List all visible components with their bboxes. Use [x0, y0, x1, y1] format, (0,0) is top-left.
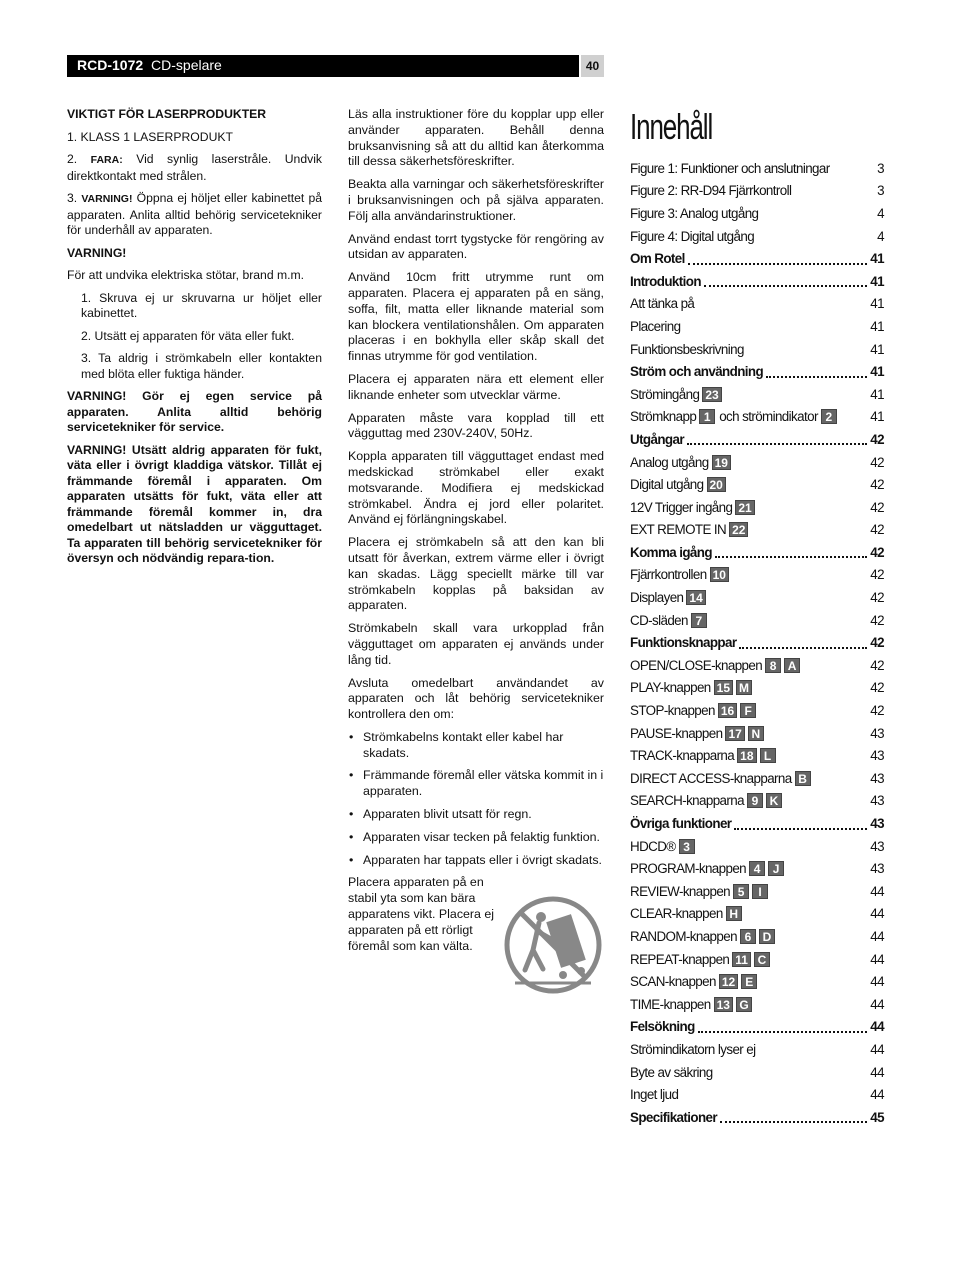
- toc-entry-text: Digital utgång: [630, 477, 704, 493]
- varning-item: 2. Utsätt ej apparaten för väta eller fukt.: [81, 328, 295, 343]
- figure-ref-badge: 3: [679, 839, 695, 854]
- toc-entry-label: [630, 409, 837, 424]
- figure-ref-badge: 22: [729, 522, 748, 537]
- figure-ref-badge: 7: [691, 613, 707, 628]
- toc-entry[interactable]: [630, 202, 884, 225]
- figure-ref-badge: 1: [699, 409, 715, 424]
- toc-entry[interactable]: [630, 654, 884, 677]
- toc-page-number: 43: [870, 748, 884, 764]
- figure-ref-badge: J: [768, 861, 784, 876]
- toc-entry-text: Felsökning: [630, 1019, 695, 1035]
- toc-entry[interactable]: [630, 744, 884, 767]
- toc-entry-text: PROGRAM-knappen: [630, 861, 747, 877]
- toc-entry-text: Strömingång: [630, 386, 700, 402]
- toc-page-number: 42: [870, 522, 884, 538]
- toc-entry-label: [630, 861, 784, 876]
- toc-entry-label: [630, 974, 757, 989]
- dot-leader: [720, 1111, 867, 1123]
- toc-entry-text: STOP-knappen: [630, 703, 715, 719]
- toc-entry-label: [630, 680, 752, 695]
- toc-entry[interactable]: [630, 247, 884, 270]
- toc-entry-text: PLAY-knappen: [630, 680, 711, 696]
- toc-page-number: 41: [870, 364, 884, 380]
- toc-page-number: 44: [870, 951, 884, 967]
- toc-entry-text: CD-släden: [630, 612, 688, 628]
- stable-surface-text: Placera apparaten på en stabil yta som kan bära apparatens vikt. Placera ej apparaten på ett rörligt föremål som kan välta.: [348, 875, 495, 953]
- toc-entry-label: [630, 635, 736, 650]
- toc-entry-text: Figure 1: Funktioner och anslutningar: [630, 160, 830, 176]
- figure-ref-badge: K: [766, 793, 782, 808]
- toc-page-number: 42: [870, 590, 884, 606]
- toc-page-number: 44: [870, 906, 884, 922]
- toc-entry-text: Utgångar: [630, 431, 684, 447]
- toc-entry-text: Att tänka på: [630, 296, 695, 312]
- toc-entry[interactable]: [630, 699, 884, 722]
- toc-page-number: 44: [870, 1041, 884, 1057]
- toc-entry-label: [630, 884, 768, 899]
- toc-title: Innehåll: [630, 106, 713, 147]
- toc-entry[interactable]: [630, 180, 884, 203]
- figure-ref-badge: M: [736, 680, 752, 695]
- toc-entry-label: [630, 432, 684, 447]
- dot-leader: [739, 637, 867, 649]
- toc-entry-text: Övriga funktioner: [630, 816, 732, 832]
- toc-entry[interactable]: [630, 970, 884, 993]
- toc-entry[interactable]: [630, 225, 884, 248]
- instruction-paragraph: Placera ej strömkabeln så att den kan bli utsatt för åverkan, extrem värme eller i övrigt kan skadas. Lägg speciellt märke till var strömkabeln kopplas på baksidan av apparaten.: [348, 535, 604, 613]
- laser-class: 1. KLASS 1 LASERPRODUKT: [67, 129, 233, 144]
- toc-entry[interactable]: [630, 473, 884, 496]
- toc-entry-text: DIRECT ACCESS-knapparna: [630, 770, 792, 786]
- model-title: [77, 57, 222, 73]
- figure-ref-badge: E: [741, 974, 757, 989]
- figure-ref-badge: L: [760, 748, 776, 763]
- toc-page-number: 41: [870, 296, 884, 312]
- toc-page-number: 42: [870, 680, 884, 696]
- toc-entry-label: [630, 183, 791, 198]
- dot-leader: [734, 818, 867, 830]
- service-warning: VARNING! Gör ej egen service på apparaten. Anlita alltid behörig servicetekniker för service.: [67, 389, 322, 434]
- toc-entry[interactable]: [630, 1038, 884, 1061]
- toc-entry-label: [630, 590, 706, 605]
- figure-ref-badge: I: [752, 884, 768, 899]
- damage-list: [348, 730, 604, 869]
- toc-entry[interactable]: [630, 1106, 884, 1129]
- toc-entry[interactable]: [630, 496, 884, 519]
- toc-list: [630, 157, 884, 1129]
- toc-entry-label: [630, 319, 680, 334]
- toc-entry-text: EXT REMOTE IN: [630, 522, 727, 538]
- toc-entry-label: [630, 658, 800, 673]
- figure-ref-badge: 8: [765, 658, 781, 673]
- dot-leader: [766, 366, 867, 378]
- varning-heading: VARNING!: [67, 245, 127, 260]
- figure-ref-badge: 20: [707, 477, 726, 492]
- toc-entry-text: Byte av säkring: [630, 1064, 713, 1080]
- toc-page-number: 44: [870, 996, 884, 1012]
- toc-entry-label: [630, 1042, 756, 1057]
- list-item: • Främmande föremål eller vätska kommit in i apparaten.: [348, 768, 604, 800]
- toc-page-number: 3: [877, 183, 884, 199]
- toc-entry-label: [630, 387, 722, 402]
- figure-ref-badge: 17: [725, 726, 744, 741]
- figure-ref-badge: F: [740, 703, 756, 718]
- toc-page-number: 43: [870, 725, 884, 741]
- toc-entry[interactable]: [630, 406, 884, 429]
- toc-entry[interactable]: [630, 564, 884, 587]
- laser-warning: 3. VARNING! Öppna ej höljet eller kabinettet på apparaten. Anlita alltid behörig servicetekniker för underhåll av apparaten.: [67, 191, 323, 237]
- toc-page-number: 45: [870, 1109, 884, 1125]
- toc-entry[interactable]: [630, 586, 884, 609]
- toc-page-number: 44: [870, 1087, 884, 1103]
- warning-label: VARNING!: [81, 193, 133, 205]
- toc-page-number: 43: [870, 793, 884, 809]
- toc-entry-text: Strömindikatorn lyser ej: [630, 1041, 756, 1057]
- toc-entry-text: Komma igång: [630, 544, 712, 560]
- toc-entry-label: [630, 997, 752, 1012]
- toc-page-number: 41: [870, 273, 884, 289]
- toc-entry-label: [630, 906, 742, 921]
- toc-entry[interactable]: [630, 338, 884, 361]
- toc-entry-label: [630, 793, 782, 808]
- toc-entry-label: [630, 477, 726, 492]
- toc-page-number: 42: [870, 454, 884, 470]
- toc-entry-label: [630, 1065, 713, 1080]
- toc-entry-label: [630, 364, 763, 379]
- toc-entry[interactable]: [630, 925, 884, 948]
- toc-entry[interactable]: [630, 993, 884, 1016]
- toc-entry-label: [630, 748, 776, 763]
- toc-entry-label: [630, 816, 731, 831]
- toc-entry[interactable]: [630, 722, 884, 745]
- figure-ref-badge: 16: [718, 703, 737, 718]
- toc-entry-label: [630, 1087, 678, 1102]
- toc-entry[interactable]: [630, 428, 884, 451]
- toc-page-number: 44: [870, 1019, 884, 1035]
- moisture-warning: VARNING! Utsätt aldrig apparaten för fukt, väta eller i övrigt kladdiga vätskor. Tillåt ej främmande föremål i apparaten. Om apparaten utsätts för fukt, väta eller att främmande föremål kommer in, dra omedelbart ut nätsladden ur vägguttaget. Ta apparaten till behörig servicetekniker för översyn och nödvändig repara-tion.: [67, 442, 322, 565]
- dot-leader: [687, 433, 867, 445]
- toc-page-number: 42: [870, 635, 884, 651]
- toc-entry-text: PAUSE-knappen: [630, 725, 723, 741]
- toc-entry-text: 12V Trigger ingång: [630, 499, 733, 515]
- toc-entry[interactable]: [630, 631, 884, 654]
- figure-ref-badge: 2: [821, 409, 837, 424]
- toc-page-number: 41: [870, 341, 884, 357]
- toc-entry-text: Funktionsknappar: [630, 635, 737, 651]
- toc-page-number: 44: [870, 883, 884, 899]
- toc-entry[interactable]: [630, 677, 884, 700]
- toc-entry-text: SEARCH-knapparna: [630, 793, 744, 809]
- toc-entry-text: Introduktion: [630, 273, 701, 289]
- figure-ref-badge: 6: [740, 929, 756, 944]
- varning-item: 3. Ta aldrig i strömkabeln eller kontakten med blöta eller fuktiga händer.: [81, 351, 322, 381]
- toc-entry-label: [630, 229, 754, 244]
- model-subtitle: CD-spelare: [151, 57, 222, 73]
- instruction-paragraph: Beakta alla varningar och säkerhetsföreskrifter i bruksanvisningen och på själva apparaten. Följ alla användarinstruktioner.: [348, 177, 604, 223]
- toc-entry-text: SCAN-knappen: [630, 974, 716, 990]
- toc-entry-text: Analog utgång: [630, 454, 709, 470]
- toc-entry-text: Displayen: [630, 590, 684, 606]
- figure-ref-badge: 12: [719, 974, 738, 989]
- toc-entry-text: CLEAR-knappen: [630, 906, 723, 922]
- toc-entry-text: Funktionsbeskrivning: [630, 341, 744, 357]
- toc-entry-label: [630, 726, 764, 741]
- toc-page-number: 43: [870, 770, 884, 786]
- instruction-paragraph: Koppla apparaten till vägguttaget endast med medskickad strömkabel eller exakt motsvarande. Modifiera ej medskickad strömkabel. Ändra ej jord eller polaritet. Använd ej förlängningskabel.: [348, 449, 604, 527]
- laser-danger: 2. FARA: Vid synlig laserstråle. Undvik direktkontakt med strålen.: [67, 152, 322, 183]
- toc-entry-text: Specifikationer: [630, 1109, 717, 1125]
- toc-entry-label: [630, 161, 830, 176]
- toc-entry[interactable]: [630, 812, 884, 835]
- toc-entry-label: [630, 251, 685, 266]
- toc-entry-label: [630, 567, 729, 582]
- toc-entry-text: Strömknapp: [630, 409, 697, 425]
- dot-leader: [688, 253, 868, 265]
- figure-ref-badge: 23: [702, 387, 721, 402]
- toc-entry-label: [630, 1110, 717, 1125]
- instruction-paragraph: Använd endast torrt tygstycke för rengöring av utsidan av apparaten.: [348, 231, 604, 262]
- figure-ref-badge: 5: [733, 884, 749, 899]
- toc-entry[interactable]: [630, 1016, 884, 1039]
- toc-entry[interactable]: [630, 767, 884, 790]
- toc-entry-text: Ström och användning: [630, 364, 764, 380]
- toc-entry-text: REPEAT-knappen: [630, 951, 730, 967]
- cart-warning-icon: [503, 895, 603, 995]
- varning-intro: För att undvika elektriska stötar, brand m.m.: [67, 268, 305, 282]
- toc-entry-label: [630, 342, 744, 357]
- toc-entry-text: Inget ljud: [630, 1087, 679, 1103]
- figure-ref-badge: 21: [735, 500, 754, 515]
- toc-entry[interactable]: [630, 293, 884, 316]
- toc-entry-label: [630, 1019, 695, 1034]
- toc-page-number: 42: [870, 657, 884, 673]
- figure-ref-badge: 4: [749, 861, 765, 876]
- figure-ref-badge: 15: [714, 680, 733, 695]
- toc-page-number: 43: [870, 816, 884, 832]
- instruction-paragraph: Avsluta omedelbart användandet av apparaten och låt behörig servicetekniker kontrollera den om:: [348, 675, 604, 722]
- laser-heading: VIKTIGT FÖR LASERPRODUKTER: [67, 107, 267, 121]
- toc-entry[interactable]: [630, 519, 884, 542]
- dot-leader: [715, 546, 867, 558]
- list-item: • Apparaten blivit utsatt för regn.: [348, 807, 604, 823]
- instruction-paragraph: Apparaten måste vara kopplad till ett vägguttag med 230V-240V, 50Hz.: [348, 410, 604, 441]
- toc-entry[interactable]: [630, 948, 884, 971]
- toc-page-number: 42: [870, 499, 884, 515]
- toc-page-number: 44: [870, 1064, 884, 1080]
- dot-leader: [704, 275, 867, 287]
- toc-entry-label: [630, 545, 712, 560]
- toc-entry-label: [630, 522, 748, 537]
- dot-leader: [698, 1021, 868, 1033]
- danger-label: FARA:: [90, 154, 123, 166]
- toc-entry-label: [630, 500, 755, 515]
- toc-entry[interactable]: [630, 1061, 884, 1084]
- toc-entry[interactable]: [630, 880, 884, 903]
- toc-page-number: 42: [870, 431, 884, 447]
- figure-ref-badge: B: [795, 771, 811, 786]
- toc-page-number: 43: [870, 838, 884, 854]
- toc-entry-label: [630, 952, 770, 967]
- toc-page-number: 42: [870, 703, 884, 719]
- toc-entry-label: [630, 929, 775, 944]
- toc-entry-text: Om Rotel: [630, 251, 685, 267]
- list-item: • Apparaten visar tecken på felaktig funktion.: [348, 830, 604, 846]
- toc-entry[interactable]: [630, 315, 884, 338]
- toc-page-number: 41: [870, 409, 884, 425]
- toc-entry-text: HDCD®: [630, 838, 676, 854]
- toc-page-number: 44: [870, 974, 884, 990]
- page-header: [67, 55, 579, 77]
- figure-ref-badge: A: [784, 658, 800, 673]
- list-item: • Strömkabelns kontakt eller kabel har skadats.: [348, 730, 604, 762]
- toc-page-number: 42: [870, 477, 884, 493]
- toc-entry[interactable]: [630, 903, 884, 926]
- toc-entry[interactable]: [630, 609, 884, 632]
- toc-page-number: 42: [870, 567, 884, 583]
- toc-entry-text: REVIEW-knappen: [630, 883, 731, 899]
- toc-entry-text: TRACK-knapparna: [630, 748, 735, 764]
- toc-page-number: 42: [870, 612, 884, 628]
- toc-entry-label: [630, 206, 758, 221]
- safety-instructions-column: [348, 107, 604, 961]
- toc-entry[interactable]: [630, 541, 884, 564]
- toc-entry-label: [630, 274, 701, 289]
- toc-entry[interactable]: [630, 157, 884, 180]
- figure-ref-badge: H: [726, 906, 742, 921]
- toc-entry-text: Fjärrkontrollen: [630, 567, 707, 583]
- toc-entry-label: [630, 703, 756, 718]
- toc-entry-label: [630, 455, 731, 470]
- figure-ref-badge: D: [759, 929, 775, 944]
- instruction-paragraph: Läs alla instruktioner före du kopplar upp eller använder apparaten. Behåll denna bruksanvisning så att du alltid kan återkomma till dessa säkerhetsföreskrifter.: [348, 107, 604, 169]
- toc-entry-label: [630, 613, 707, 628]
- toc-page-number: 44: [870, 928, 884, 944]
- toc-entry[interactable]: [630, 270, 884, 293]
- figure-ref-badge: 13: [714, 997, 733, 1012]
- toc-page-number: 41: [870, 318, 884, 334]
- toc-entry-label: [630, 296, 694, 311]
- toc-entry[interactable]: [630, 1083, 884, 1106]
- toc-entry[interactable]: [630, 360, 884, 383]
- toc-page-number: 42: [870, 544, 884, 560]
- toc-entry[interactable]: [630, 857, 884, 880]
- toc-page-number: 4: [877, 228, 884, 244]
- toc-page-number: 43: [870, 861, 884, 877]
- varning-item: 1. Skruva ej ur skruvarna ur höljet eller kabinettet.: [81, 290, 322, 320]
- toc-entry-text: och strömindikator: [719, 409, 818, 425]
- model-name: RCD-1072: [77, 57, 144, 73]
- toc-entry-label: [630, 771, 811, 786]
- toc-page-number: 41: [870, 251, 884, 267]
- page-number: 40: [581, 55, 604, 77]
- figure-ref-badge: G: [736, 997, 752, 1012]
- figure-ref-badge: 11: [732, 952, 751, 967]
- figure-ref-badge: C: [754, 952, 770, 967]
- toc-entry-text: Placering: [630, 318, 681, 334]
- figure-ref-badge: 10: [710, 567, 729, 582]
- toc-page-number: 4: [877, 205, 884, 221]
- toc-entry[interactable]: [630, 835, 884, 858]
- figure-ref-badge: 19: [712, 455, 731, 470]
- toc-entry-text: Figure 3: Analog utgång: [630, 205, 759, 221]
- toc-entry-text: Figure 4: Digital utgång: [630, 228, 755, 244]
- table-of-contents: [630, 105, 884, 1129]
- toc-entry-label: [630, 839, 695, 854]
- instruction-paragraph: Använd 10cm fritt utrymme runt om apparaten. Placera ej apparaten på en säng, soffa, filt, matta eller liknande material som kan blockera ventilationshålen. Om apparaten placeras i en bokhylla eller skåp skall det finnas utrymme för god ventilation.: [348, 270, 604, 364]
- laser-safety-column: [67, 107, 322, 574]
- toc-entry[interactable]: [630, 790, 884, 813]
- toc-entry[interactable]: [630, 451, 884, 474]
- figure-ref-badge: 18: [737, 748, 756, 763]
- instruction-paragraph: Strömkabeln skall vara urkopplad från vägguttaget om apparaten ej används under lång tid.: [348, 621, 604, 667]
- figure-ref-badge: N: [748, 726, 764, 741]
- toc-entry-text: TIME-knappen: [630, 996, 711, 1012]
- list-item: • Apparaten har tappats eller i övrigt skadats.: [348, 853, 604, 869]
- instruction-paragraph: Placera ej apparaten nära ett element eller liknande enheter som utvecklar värme.: [348, 371, 604, 402]
- toc-page-number: 41: [870, 386, 884, 402]
- figure-ref-badge: 9: [747, 793, 763, 808]
- toc-entry-text: Figure 2: RR-D94 Fjärrkontroll: [630, 183, 792, 199]
- toc-entry-text: OPEN/CLOSE-knappen: [630, 657, 763, 673]
- toc-entry[interactable]: [630, 383, 884, 406]
- toc-entry-text: RANDOM-knappen: [630, 928, 737, 944]
- toc-page-number: 3: [877, 160, 884, 176]
- figure-ref-badge: 14: [686, 590, 705, 605]
